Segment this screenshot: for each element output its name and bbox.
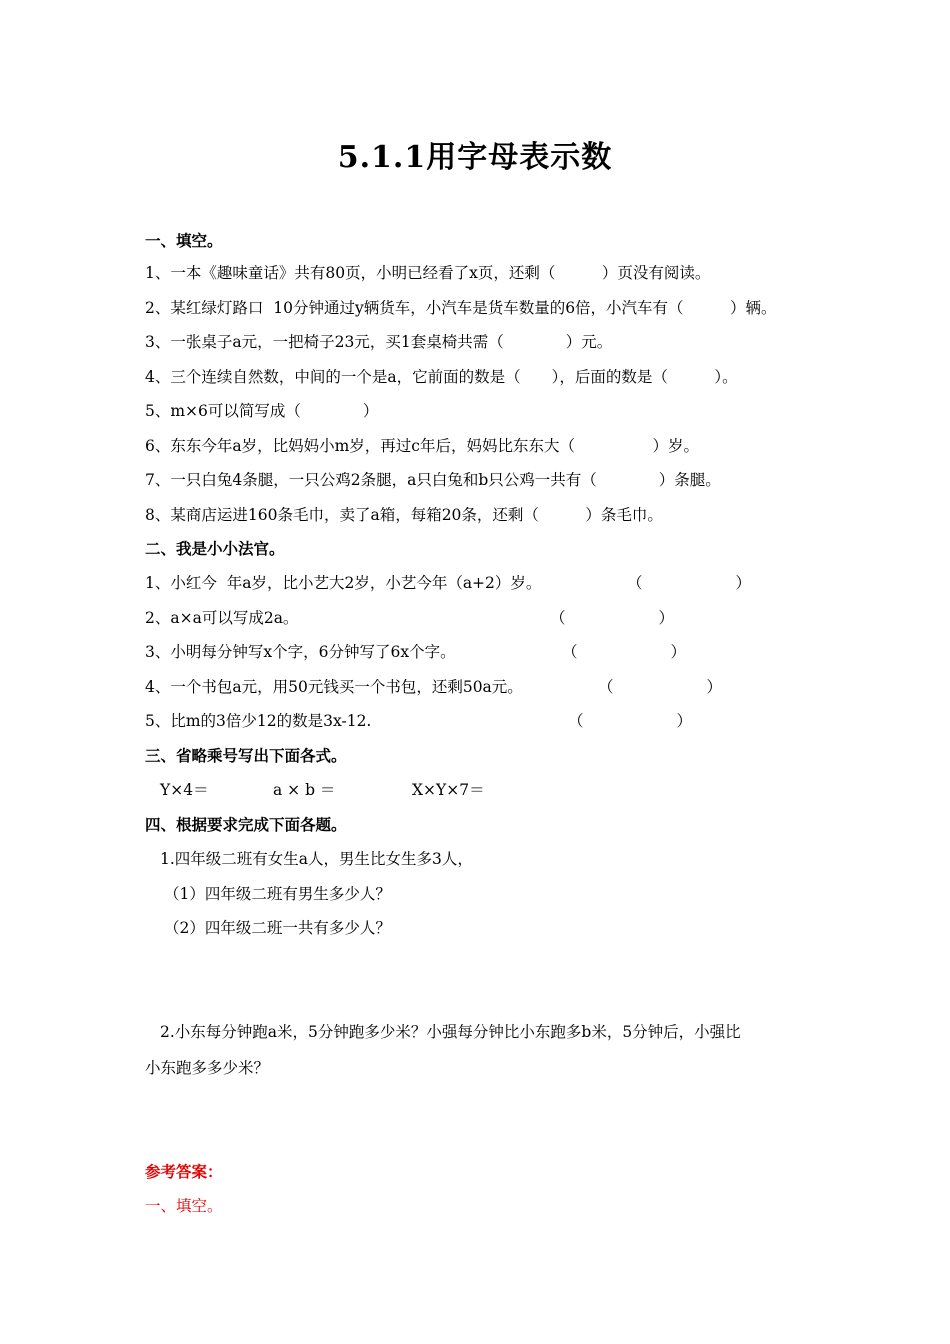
section1-item: 6、东东今年a岁，比妈妈小m岁，再过c年后，妈妈比东东大（ ）岁。: [145, 437, 699, 455]
question-2-line-2: 小东跑多多少米？: [145, 1059, 270, 1077]
judge-item-text: 2、a×a可以写成2a。: [145, 609, 299, 627]
judge-item-paren: （ ）: [627, 574, 752, 592]
page-title: 5.1.1用字母表示数: [337, 140, 613, 175]
section1-item: 4、三个连续自然数，中间的一个是a，它前面的数是（ ），后面的数是（ ）。: [145, 368, 738, 386]
section1-item: 7、一只白兔4条腿，一只公鸡2条腿，a只白兔和b只公鸡一共有（ ）条腿。: [145, 471, 721, 489]
section2-heading: 二、我是小小法官。: [145, 539, 285, 558]
question-2-line-1: 2.小东每分钟跑a米，5分钟跑多少米？小强每分钟比小东跑多b米，5分钟后，小强比: [160, 1023, 741, 1041]
section4-heading: 四、根据要求完成下面各题。: [145, 815, 347, 834]
section1-item: 1、一本《趣味童话》共有80页，小明已经看了x页，还剩（ ）页没有阅读。: [145, 264, 711, 282]
section3-heading: 三、省略乘号写出下面各式。: [145, 746, 347, 765]
judge-item-paren: （ ）: [598, 678, 723, 696]
expression-1: Y×4＝: [160, 781, 209, 799]
answers-heading: 参考答案：: [145, 1162, 223, 1181]
section1-heading: 一、填空。: [145, 231, 223, 250]
expression-3: X×Y×7＝: [412, 781, 485, 799]
section1-item: 5、m×6可以简写成（ ）: [145, 402, 379, 420]
judge-item-text: 3、小明每分钟写x个字，6分钟写了6x个字。: [145, 643, 456, 661]
judge-item-text: 1、小红今 年a岁，比小艺大2岁，小艺今年（a+2）岁。: [145, 574, 542, 592]
section1-item: 8、某商店运进160条毛巾，卖了a箱，每箱20条，还剩（ ）条毛巾。: [145, 506, 663, 524]
judge-item-paren: （ ）: [550, 609, 675, 627]
question-1: 1.四年级二班有女生a人，男生比女生多3人，: [160, 850, 473, 868]
question-1-part-2: （2）四年级二班一共有多少人？: [164, 919, 391, 937]
judge-item-text: 4、一个书包a元，用50元钱买一个书包，还剩50a元。: [145, 678, 523, 696]
answers-section1-heading: 一、填空。: [145, 1197, 223, 1215]
question-1-part-1: （1）四年级二班有男生多少人？: [164, 885, 391, 903]
judge-item-text: 5、比m的3倍少12的数是3x-12.: [145, 712, 372, 730]
judge-item-paren: （ ）: [562, 643, 687, 661]
judge-item-paren: （ ）: [568, 712, 693, 730]
section1-item: 3、一张桌子a元，一把椅子23元，买1套桌椅共需（ ）元。: [145, 333, 613, 351]
expression-2: a × b ＝: [273, 781, 336, 799]
section1-item: 2、某红绿灯路口 10分钟通过y辆货车，小汽车是货车数量的6倍，小汽车有（ ）辆。: [145, 299, 777, 317]
